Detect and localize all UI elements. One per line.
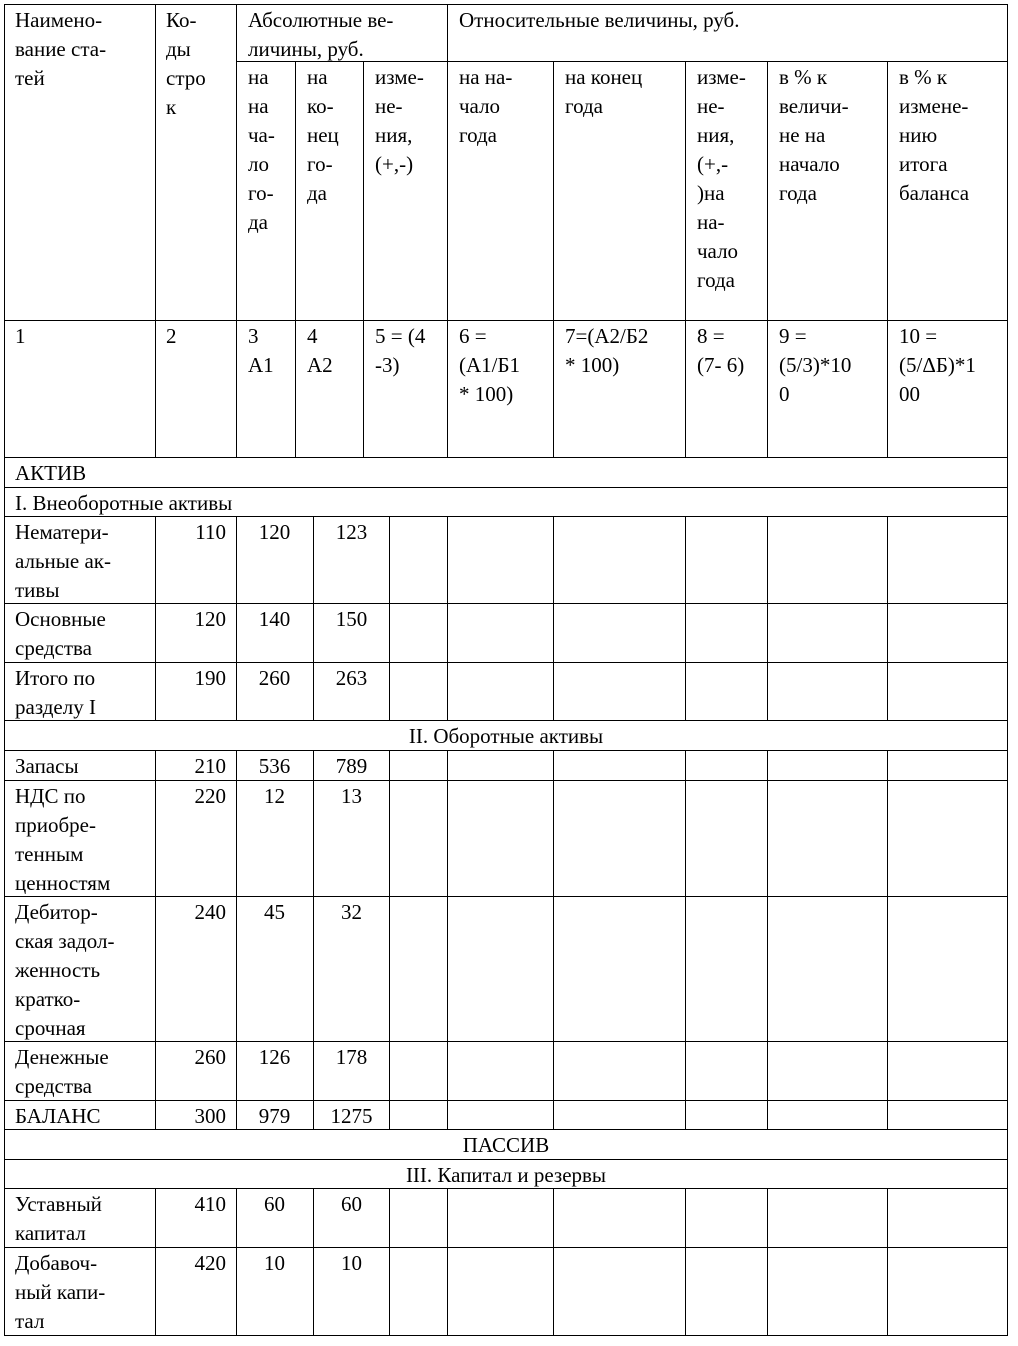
rule: [363, 61, 364, 458]
row-name: Уставный капитал: [15, 1192, 102, 1245]
header-rel-end: на конец года: [565, 65, 643, 118]
row-value-end: 1275: [330, 1104, 373, 1128]
col-number-6: 6 = (А1/Б1 * 100): [459, 324, 521, 406]
header-rel-change: изме- не- ния, (+,- )на на- чало года: [697, 65, 746, 292]
rule: [155, 4, 156, 458]
section-capital-reserves: III. Капитал и резервы: [405, 1163, 607, 1187]
row-code: 190: [194, 666, 226, 690]
row-value-end: 10: [341, 1251, 362, 1275]
col-number-5: 5 = (4 -3): [375, 324, 426, 377]
section-aktiv: АКТИВ: [15, 461, 87, 485]
row-value-end: 13: [341, 784, 362, 808]
row-code: 410: [194, 1192, 226, 1216]
rule: [767, 516, 768, 721]
rule: [447, 750, 448, 1130]
row-name: Запасы: [15, 754, 79, 778]
col-number-4: 4 А2: [307, 324, 333, 377]
row-value-start: 10: [264, 1251, 285, 1275]
header-absolute-group: Абсолютные ве- личины, руб.: [248, 8, 394, 61]
row-name: Основные средства: [15, 607, 106, 660]
row-name: Итого по разделу I: [15, 666, 96, 719]
header-name: Наимено- вание ста- тей: [15, 8, 107, 90]
rule: [887, 750, 888, 1130]
row-value-start: 45: [264, 900, 285, 924]
row-value-end: 32: [341, 900, 362, 924]
row-value-end: 60: [341, 1192, 362, 1216]
header-rel-pct-start: в % к величи- не на начало года: [779, 65, 849, 205]
rule: [236, 4, 237, 458]
rule: [295, 61, 296, 458]
row-value-end: 789: [335, 754, 368, 778]
rule: [553, 516, 554, 721]
col-number-2: 2: [166, 324, 177, 348]
row-name: НДС по приобре- тенным ценностям: [15, 784, 111, 895]
col-number-3: 3 А1: [248, 324, 274, 377]
header-abs-end: на ко- нец го- да: [307, 65, 339, 205]
row-code: 240: [194, 900, 226, 924]
row-name: Денежные средства: [15, 1045, 109, 1098]
section-current-assets: II. Оборотные активы: [408, 724, 604, 748]
rule: [887, 1188, 888, 1336]
section-passiv: ПАССИВ: [462, 1133, 550, 1157]
rule: [553, 61, 554, 458]
rule: [553, 1188, 554, 1336]
col-number-7: 7=(А2/Б2 * 100): [565, 324, 649, 377]
row-value-start: 979: [258, 1104, 291, 1128]
col-number-10: 10 = (5/ΔБ)*1 00: [899, 324, 976, 406]
header-code: Ко- ды стро к: [166, 8, 206, 119]
row-value-end: 150: [335, 607, 368, 631]
row-value-start: 140: [258, 607, 291, 631]
row-code: 210: [194, 754, 226, 778]
row-name: Дебитор- ская задол- женность кратко- срочная: [15, 900, 115, 1040]
header-abs-change: изме- не- ния, (+,-): [375, 65, 424, 176]
row-value-start: 12: [264, 784, 285, 808]
row-code: 260: [194, 1045, 226, 1069]
row-code: 420: [194, 1251, 226, 1275]
row-name: БАЛАНС: [15, 1104, 101, 1128]
rule: [685, 750, 686, 1130]
col-number-8: 8 = (7- 6): [697, 324, 745, 377]
rule: [887, 516, 888, 721]
row-value-start: 536: [258, 754, 291, 778]
row-value-start: 260: [258, 666, 291, 690]
col-number-9: 9 = (5/3)*10 0: [779, 324, 852, 406]
row-value-start: 126: [258, 1045, 291, 1069]
rule: [767, 750, 768, 1130]
row-code: 220: [194, 784, 226, 808]
rule: [447, 1188, 448, 1336]
rule: [447, 516, 448, 721]
rule: [553, 750, 554, 1130]
row-code: 120: [194, 607, 226, 631]
rule: [887, 61, 888, 458]
section-noncurrent-assets: I. Внеоборотные активы: [15, 491, 233, 515]
rule: [685, 1188, 686, 1336]
row-name: Добавоч- ный капи- тал: [15, 1251, 106, 1333]
rule: [447, 4, 448, 458]
rule: [767, 1188, 768, 1336]
header-abs-start: на на ча- ло го- да: [248, 65, 275, 234]
row-code: 110: [195, 520, 226, 544]
header-rel-start: на на- чало года: [459, 65, 513, 147]
rule: [4, 487, 1008, 488]
header-rel-pct-total: в % к измене- нию итога баланса: [899, 65, 970, 205]
rule: [685, 516, 686, 721]
row-value-start: 60: [264, 1192, 285, 1216]
row-value-end: 123: [335, 520, 368, 544]
row-value-end: 178: [335, 1045, 368, 1069]
rule: [685, 61, 686, 458]
header-relative-group: Относительные величины, руб.: [459, 8, 740, 32]
row-code: 300: [194, 1104, 226, 1128]
row-name: Нематери- альные ак- тивы: [15, 520, 111, 602]
col-number-1: 1: [15, 324, 26, 348]
rule: [767, 61, 768, 458]
row-value-end: 263: [335, 666, 368, 690]
row-value-start: 120: [258, 520, 291, 544]
